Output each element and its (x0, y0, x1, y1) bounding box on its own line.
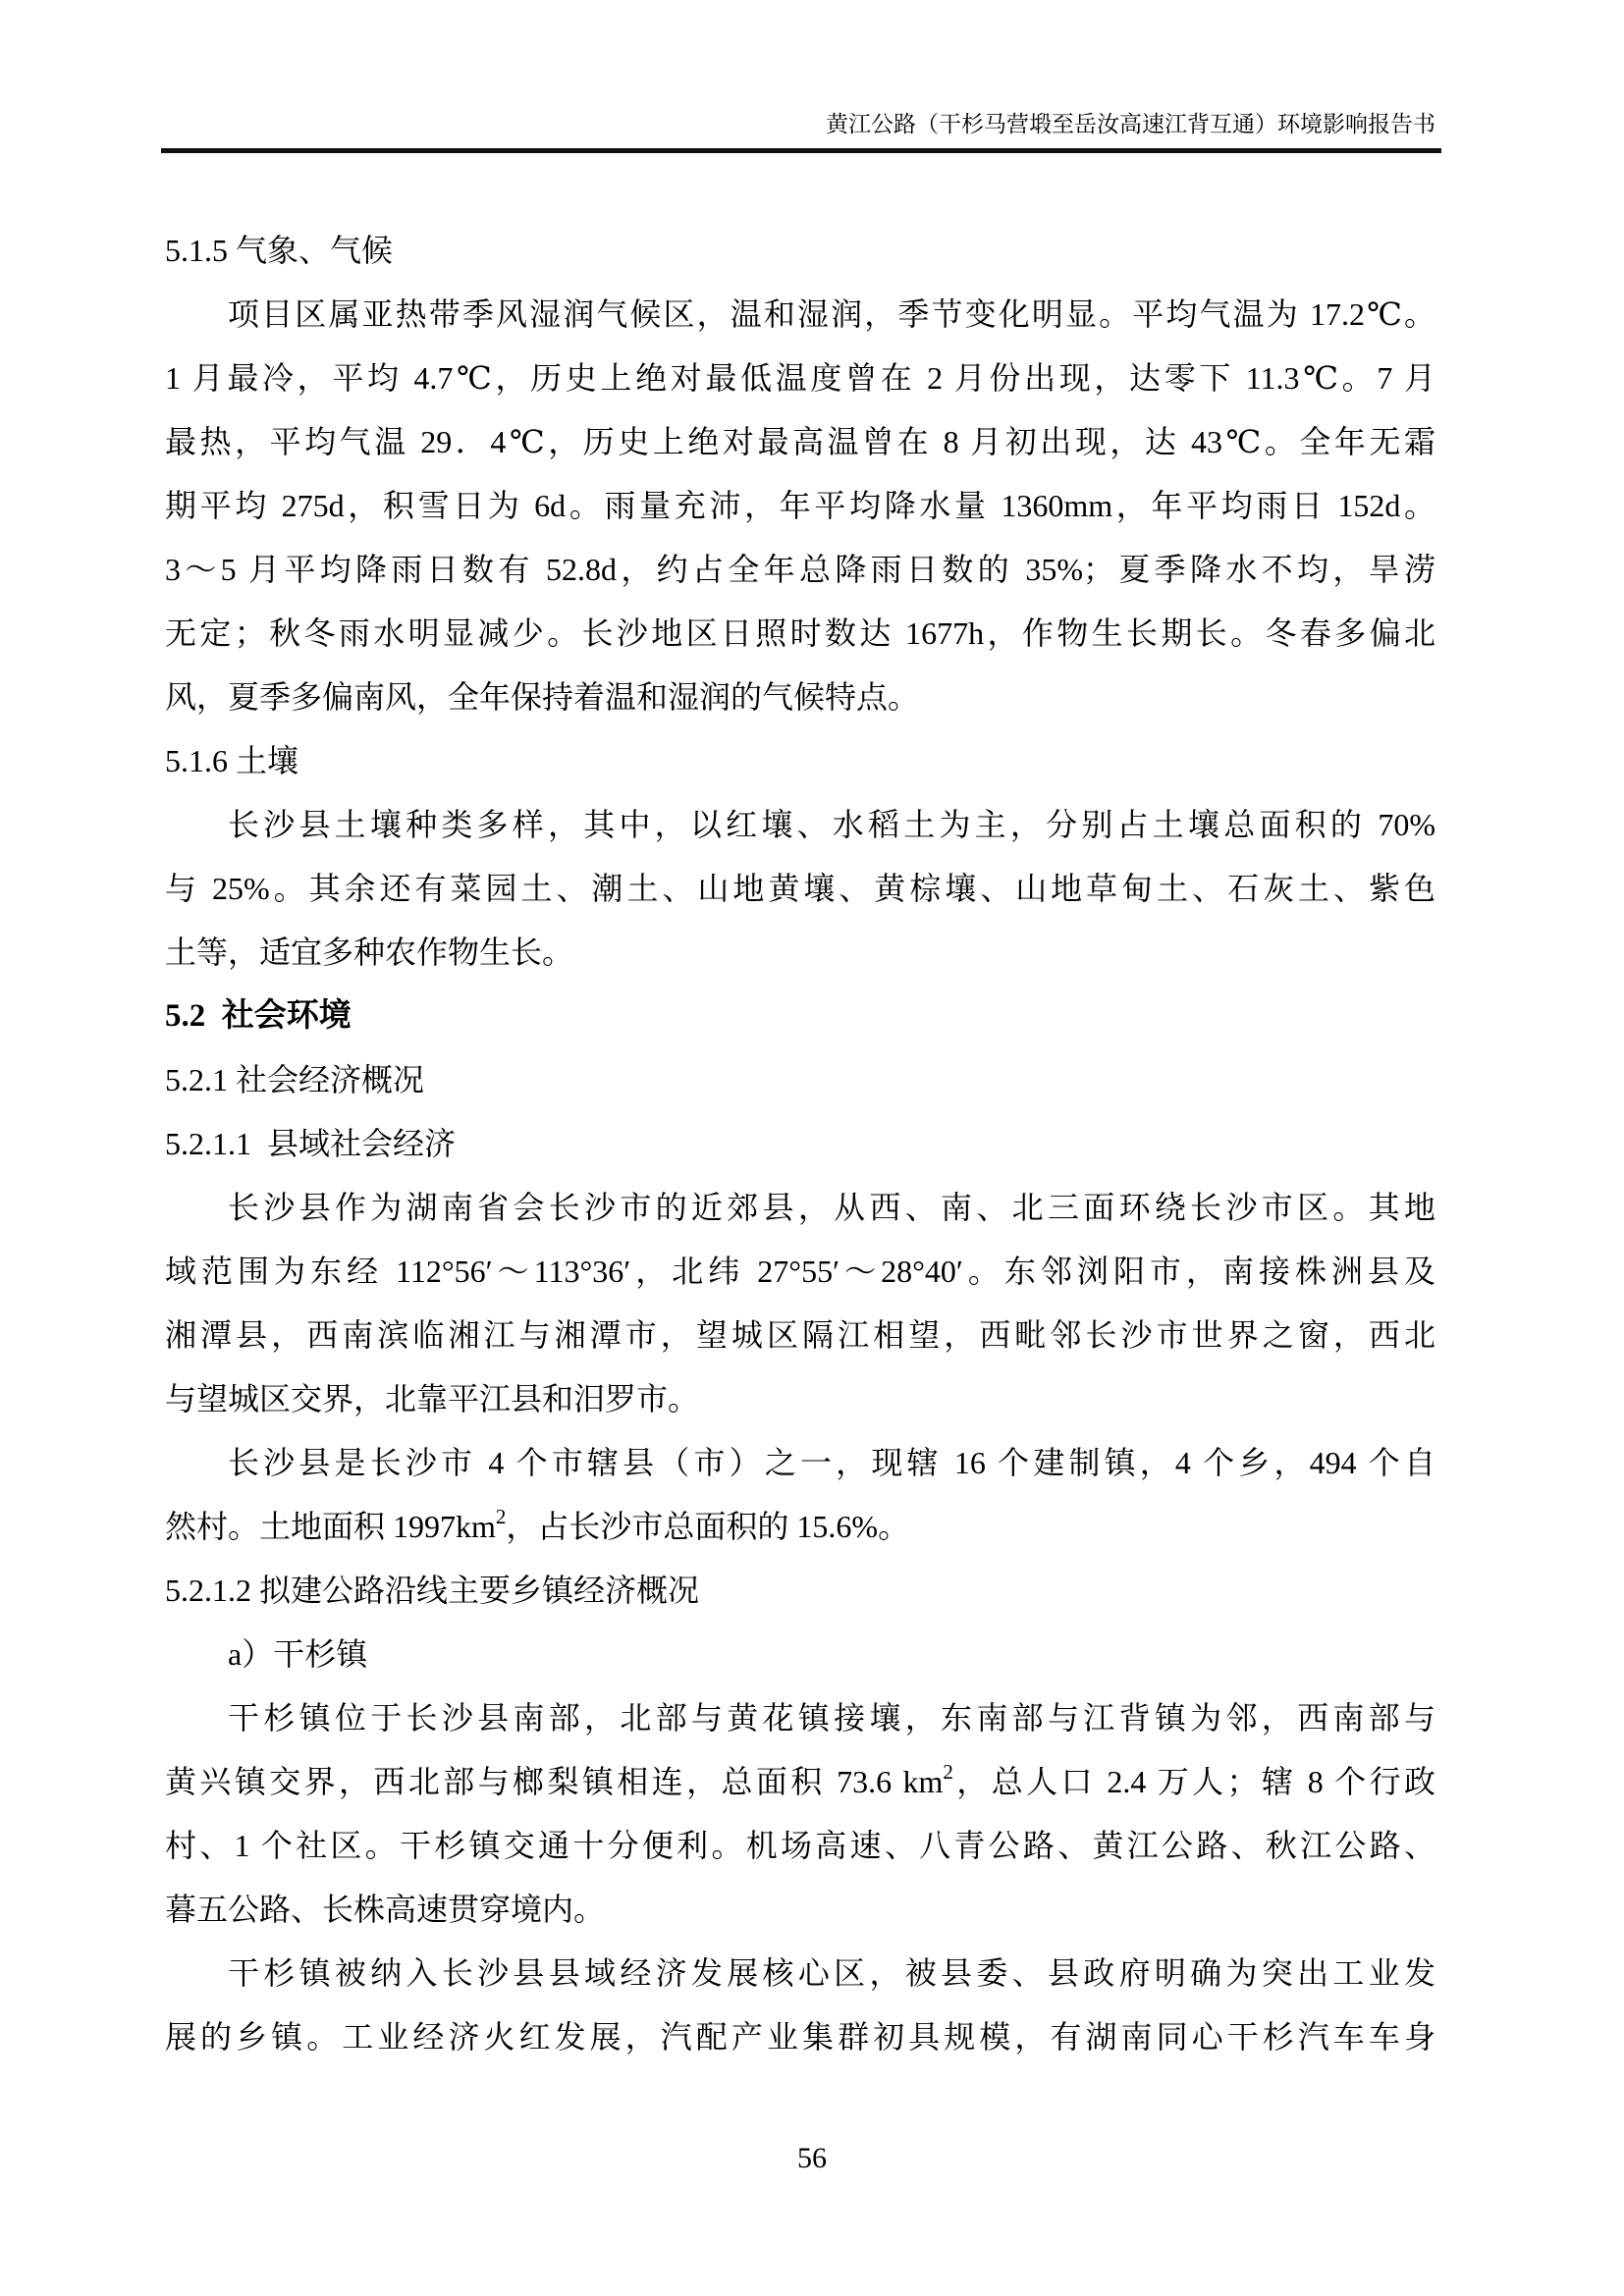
text-line: 期平均 275d，积雪日为 6d。雨量充沛，年平均降水量 1360mm，年平均雨日 152d。 (165, 488, 1435, 523)
superscript: 2 (495, 1505, 507, 1528)
text-line: 3～5 月平均降雨日数有 52.8d，约占全年总降雨日数的 35%；夏季降水不均，旱涝 (165, 552, 1435, 587)
text-line (165, 1750, 1435, 1814)
text-line: 干杉镇位于长沙县南部，北部与黄花镇接壤，东南部与江背镇为邻，西南部与 (228, 1700, 1435, 1735)
text-line: 与望城区交界，北靠平江县和汨罗市。 (165, 1381, 700, 1416)
list-item-a: a）干杉镇 (228, 1636, 368, 1672)
text-line: 长沙县作为湖南省会长沙市的近郊县，从西、南、北三面环绕长沙市区。其地 (228, 1190, 1435, 1225)
text-line: 长沙县是长沙市 4 个市辖县（市）之一，现辖 16 个建制镇，4 个乡，494 个自 (228, 1445, 1435, 1480)
text-line: 土等，适宜多种农作物生长。 (165, 934, 574, 970)
text-line (165, 1495, 1435, 1559)
text-segment: 黄兴镇交界，西北部与榔梨镇相连，总面积 73.6 km (165, 1764, 944, 1799)
text-line: 展的乡镇。工业经济火红发展，汽配产业集群初具规模，有湖南同心干杉汽车车身 (165, 2019, 1435, 2055)
text-line: 与 25%。其余还有菜园土、潮土、山地黄壤、黄棕壤、山地草甸土、石灰土、紫色 (165, 871, 1435, 906)
section-heading-5-2-1-1: 5.2.1.1 县域社会经济 (165, 1126, 457, 1161)
header-rule (161, 148, 1441, 153)
document-body (165, 219, 1435, 2069)
text-line: 域范围为东经 112°56′～113°36′，北纬 27°55′～28°40′。东邻浏阳市，南接株洲县及 (165, 1254, 1435, 1289)
section-heading-5-2: 5.2 社会环境 (165, 998, 352, 1034)
text-segment: ，总人口 2.4 万人；辖 8 个行政 (952, 1764, 1435, 1799)
text-line: 村、1 个社区。干杉镇交通十分便利。机场高速、八青公路、黄江公路、秋江公路、 (165, 1828, 1435, 1863)
text-segment: 然村。土地面积 1997km (165, 1509, 496, 1544)
text-segment: ，占长沙市总面积的 15.6%。 (506, 1509, 910, 1544)
superscript: 2 (943, 1760, 953, 1784)
text-line: 长沙县土壤种类多样，其中，以红壤、水稻土为主，分别占土壤总面积的 70% (228, 807, 1435, 842)
section-heading-5-1-6: 5.1.6 土壤 (165, 743, 299, 778)
text-line: 无定；秋冬雨水明显减少。长沙地区日照时数达 1677h，作物生长期长。冬春多偏北 (165, 615, 1435, 651)
page-number: 56 (797, 2142, 827, 2174)
text-line: 项目区属亚热带季风湿润气候区，温和湿润，季节变化明显。平均气温为 17.2℃。 (228, 296, 1435, 332)
text-line: 1 月最冷，平均 4.7℃，历史上绝对最低温度曾在 2 月份出现，达零下 11.3℃。7 月 (165, 360, 1435, 396)
text-line: 干杉镇被纳入长沙县县域经济发展核心区，被县委、县政府明确为突出工业发 (228, 1955, 1435, 1991)
section-heading-5-1-5: 5.1.5 气象、气候 (165, 233, 394, 268)
section-heading-5-2-1: 5.2.1 社会经济概况 (165, 1062, 425, 1097)
running-header-title: 黄江公路（干杉马营塅至岳汝高速江背互通）环境影响报告书 (826, 112, 1435, 136)
text-line: 风，夏季多偏南风，全年保持着温和湿润的气候特点。 (165, 679, 920, 715)
text-line: 最热，平均气温 29．4℃，历史上绝对最高温曾在 8 月初出现，达 43℃。全年无霜 (165, 424, 1435, 459)
text-line: 湘潭县，西南滨临湘江与湘潭市，望城区隔江相望，西毗邻长沙市世界之窗，西北 (165, 1317, 1435, 1353)
section-heading-5-2-1-2: 5.2.1.2 拟建公路沿线主要乡镇经济概况 (165, 1573, 700, 1608)
text-line: 暮五公路、长株高速贯穿境内。 (165, 1892, 606, 1927)
